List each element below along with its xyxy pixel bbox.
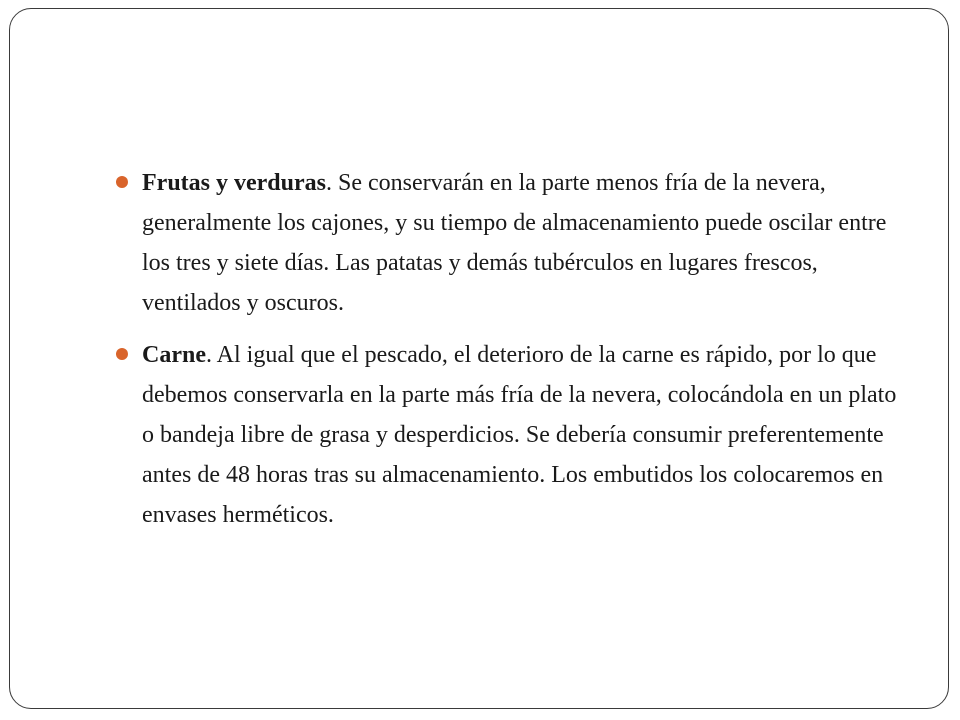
bullet-dot-icon	[116, 348, 128, 360]
bullet-text: . Al igual que el pescado, el deterioro de la carne es rápido, por lo que debemos conservarla en la parte más fría de la nevera, colocándola en un plato o bandeja libre de grasa y desperdicios. Se debería consumir preferentemente antes de 48 horas tras su almacenamiento. Los embutidos los colocaremos en envases herméticos.	[142, 342, 897, 528]
bullet-item-carne	[114, 335, 914, 535]
bullet-term: Frutas y verduras	[142, 170, 326, 196]
slide-frame	[9, 8, 949, 709]
bullet-list	[114, 163, 914, 547]
bullet-dot-icon	[116, 176, 128, 188]
bullet-term: Carne	[142, 342, 206, 368]
bullet-item-frutas-y-verduras	[114, 163, 914, 323]
bullet-text: . Se conservarán en la parte menos fría de la nevera, generalmente los cajones, y su tiempo de almacenamiento puede oscilar entre los tres y siete días. Las patatas y demás tubérculos en lugares frescos, ventilados y oscuros.	[142, 170, 887, 316]
